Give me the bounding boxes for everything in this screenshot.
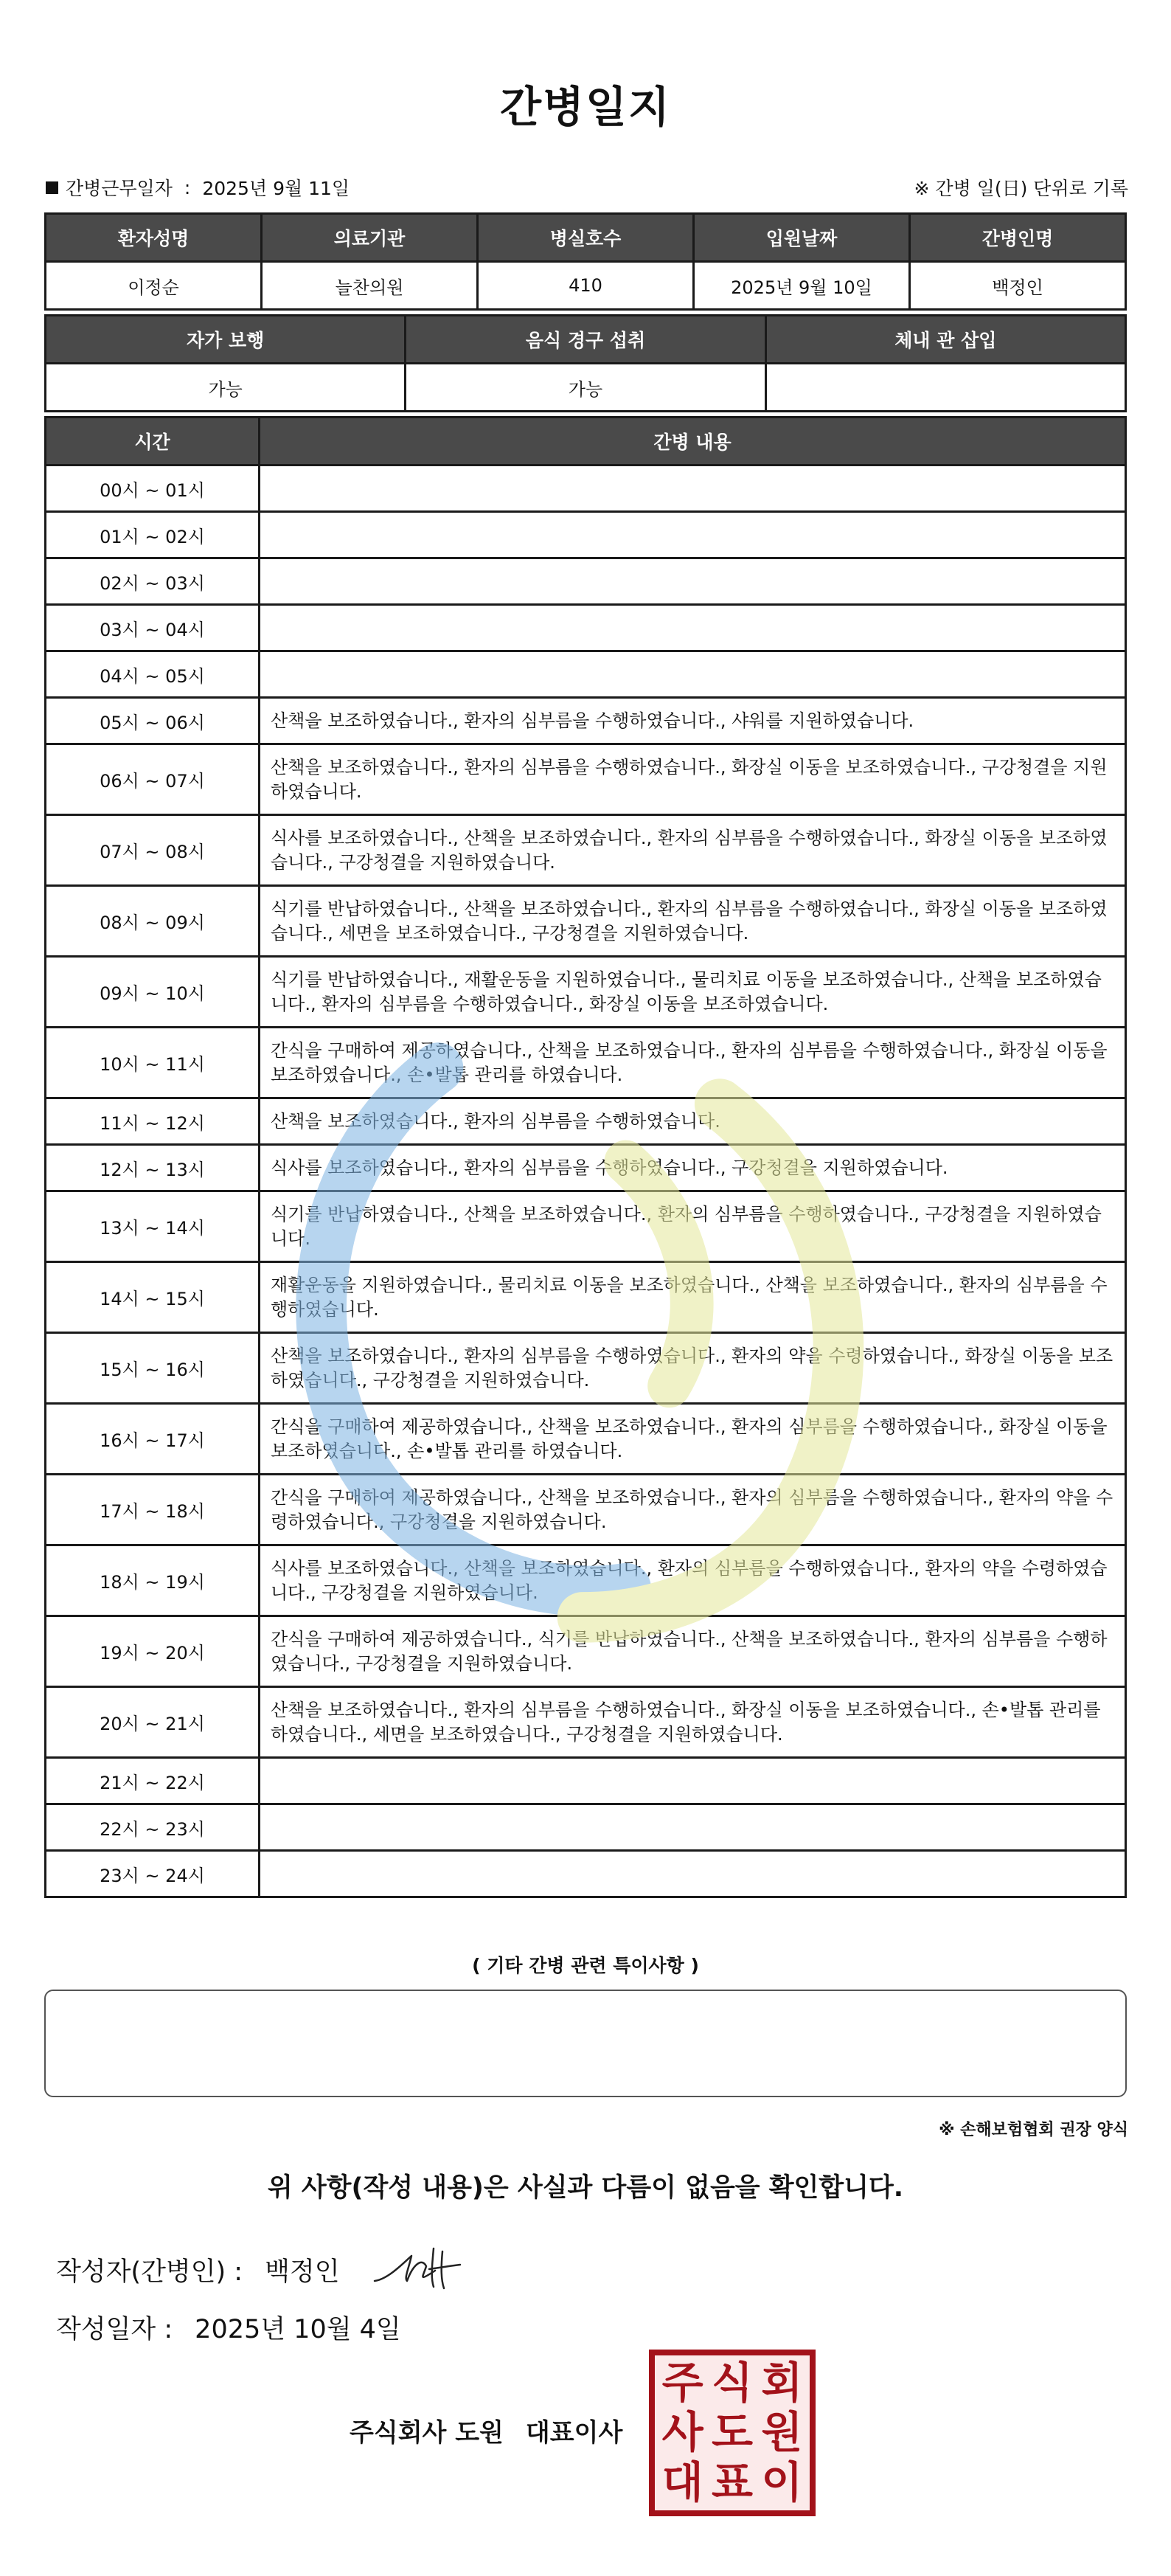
header-admission-date: 입원날짜 <box>694 214 910 262</box>
special-notes-label: ( 기타 간병 관련 특이사항 ) <box>472 1955 699 1976</box>
written-date-line <box>56 2309 401 2346</box>
signature-image <box>369 2235 472 2294</box>
log-content <box>260 1851 1126 1897</box>
log-row <box>46 465 1126 512</box>
log-content <box>260 558 1126 605</box>
log-content: 식사를 보조하였습니다., 산책을 보조하였습니다., 환자의 심부름을 수행하였습니다., 화장실 이동을 보조하였습니다., 구강청결을 지원하였습니다. <box>260 815 1126 886</box>
log-content: 식사를 보조하였습니다., 산책을 보조하였습니다., 환자의 심부름을 수행하였습니다., 환자의 약을 수령하였습니다., 구강청결을 지원하였습니다. <box>260 1545 1126 1616</box>
log-row <box>46 1851 1126 1897</box>
log-time: 12시 ~ 13시 <box>46 1145 260 1191</box>
log-row <box>46 1145 1126 1191</box>
log-row <box>46 1191 1126 1262</box>
work-date-line <box>46 174 350 201</box>
log-content <box>260 1804 1126 1851</box>
log-content: 식기를 반납하였습니다., 산책을 보조하였습니다., 환자의 심부름을 수행하였습니다., 구강청결을 지원하였습니다. <box>260 1191 1126 1262</box>
patient-info-table <box>44 212 1127 311</box>
page-title: 간병일지 <box>499 82 672 132</box>
log-time: 11시 ~ 12시 <box>46 1098 260 1145</box>
log-content: 식사를 보조하였습니다., 환자의 심부름을 수행하였습니다., 구강청결을 지원하였습니다. <box>260 1145 1126 1191</box>
log-content: 간식을 구매하여 제공하였습니다., 식기를 반납하였습니다., 산책을 보조하였습니다., 환자의 심부름을 수행하였습니다., 구강청결을 지원하였습니다. <box>260 1616 1126 1687</box>
seal-char: 도 <box>711 2407 753 2458</box>
log-row <box>46 558 1126 605</box>
seal-char: 주 <box>661 2358 703 2408</box>
log-row <box>46 1098 1126 1145</box>
company-line <box>350 2412 622 2448</box>
log-row <box>46 1028 1126 1098</box>
written-date-value: 2025년 10월 4일 <box>195 2315 401 2344</box>
hospital-name: 늘찬의원 <box>262 262 478 310</box>
writer-label: 작성자(간병인) : <box>56 2257 243 2287</box>
log-content: 식기를 반납하였습니다., 재활운동을 지원하였습니다., 물리치료 이동을 보조하였습니다., 산책을 보조하였습니다., 환자의 심부름을 수행하였습니다., 화장실 이동을 보조하였습니다. <box>260 957 1126 1028</box>
log-time: 06시 ~ 07시 <box>46 744 260 815</box>
log-content: 간식을 구매하여 제공하였습니다., 산책을 보조하였습니다., 환자의 심부름을 수행하였습니다., 환자의 약을 수령하였습니다., 구강청결을 지원하였습니다. <box>260 1475 1126 1545</box>
log-row <box>46 957 1126 1028</box>
log-time: 13시 ~ 14시 <box>46 1191 260 1262</box>
log-time: 08시 ~ 09시 <box>46 886 260 957</box>
header-room-number: 병실호수 <box>478 214 694 262</box>
writer-line <box>56 2251 340 2288</box>
log-content: 산책을 보조하였습니다., 환자의 심부름을 수행하였습니다., 샤워를 지원하였습니다. <box>260 698 1126 744</box>
log-content: 산책을 보조하였습니다., 환자의 심부름을 수행하였습니다., 화장실 이동을 보조하였습니다., 구강청결을 지원하였습니다. <box>260 744 1126 815</box>
oral-intake-value: 가능 <box>406 364 765 412</box>
work-date-separator: : <box>184 176 191 198</box>
log-row <box>46 744 1126 815</box>
log-row <box>46 1545 1126 1616</box>
log-row <box>46 1404 1126 1475</box>
header-time: 시간 <box>46 418 260 465</box>
log-time: 00시 ~ 01시 <box>46 465 260 512</box>
seal-char: 표 <box>711 2456 753 2507</box>
log-time: 14시 ~ 15시 <box>46 1262 260 1333</box>
log-time: 17시 ~ 18시 <box>46 1475 260 1545</box>
log-time: 18시 ~ 19시 <box>46 1545 260 1616</box>
log-time: 02시 ~ 03시 <box>46 558 260 605</box>
log-row <box>46 1758 1126 1804</box>
header-oral-intake: 음식 경구 섭취 <box>406 316 765 364</box>
log-time: 16시 ~ 17시 <box>46 1404 260 1475</box>
seal-char: 원 <box>761 2407 803 2458</box>
header-patient-name: 환자성명 <box>46 214 262 262</box>
seal-char: 식 <box>711 2358 753 2408</box>
log-time: 23시 ~ 24시 <box>46 1851 260 1897</box>
log-content: 산책을 보조하였습니다., 환자의 심부름을 수행하였습니다., 화장실 이동을 보조하였습니다., 손•발톱 관리를 하였습니다., 세면을 보조하였습니다., 구강청결을 지원하였습니다. <box>260 1687 1126 1758</box>
log-content: 산책을 보조하였습니다., 환자의 심부름을 수행하였습니다., 환자의 약을 수령하였습니다., 화장실 이동을 보조하였습니다., 구강청결을 지원하였습니다. <box>260 1333 1126 1404</box>
care-log-table <box>44 416 1127 1898</box>
log-time: 07시 ~ 08시 <box>46 815 260 886</box>
log-content: 간식을 구매하여 제공하였습니다., 산책을 보조하였습니다., 환자의 심부름을 수행하였습니다., 화장실 이동을 보조하였습니다., 손•발톱 관리를 하였습니다. <box>260 1028 1126 1098</box>
header-caregiver-name: 간병인명 <box>910 214 1126 262</box>
seal-char: 대 <box>661 2456 703 2507</box>
log-content <box>260 651 1126 698</box>
log-time: 21시 ~ 22시 <box>46 1758 260 1804</box>
admission-date: 2025년 9월 10일 <box>694 262 910 310</box>
log-row <box>46 1804 1126 1851</box>
log-row <box>46 1616 1126 1687</box>
header-care-content: 간병 내용 <box>260 418 1126 465</box>
log-content <box>260 1758 1126 1804</box>
log-row <box>46 886 1126 957</box>
seal-char: 회 <box>761 2358 803 2408</box>
care-log-body <box>46 465 1126 1897</box>
log-time: 19시 ~ 20시 <box>46 1616 260 1687</box>
room-number: 410 <box>478 262 694 310</box>
log-row <box>46 1333 1126 1404</box>
recommend-note: ※ 손해보험협회 권장 양식 <box>939 2121 1128 2139</box>
log-time: 03시 ~ 04시 <box>46 605 260 651</box>
log-row <box>46 698 1126 744</box>
log-row <box>46 605 1126 651</box>
header-self-walking: 자가 보행 <box>46 316 406 364</box>
unit-note: ※ 간병 일(日) 단위로 기록 <box>914 178 1128 199</box>
log-row <box>46 651 1126 698</box>
company-name: 주식회사 도원 <box>350 2418 504 2448</box>
seal-char: 이 <box>761 2456 803 2507</box>
header-tube-insertion: 체내 관 삽입 <box>765 316 1125 364</box>
log-time: 20시 ~ 21시 <box>46 1687 260 1758</box>
company-representative: 대표이사 <box>525 2418 623 2448</box>
self-walking-value: 가능 <box>46 364 406 412</box>
log-time: 05시 ~ 06시 <box>46 698 260 744</box>
confirm-statement: 위 사항(작성 내용)은 사실과 다름이 없음을 확인합니다. <box>267 2173 904 2203</box>
log-time: 22시 ~ 23시 <box>46 1804 260 1851</box>
tube-insertion-value <box>765 364 1125 412</box>
log-row <box>46 512 1126 558</box>
log-row <box>46 1687 1126 1758</box>
log-time: 04시 ~ 05시 <box>46 651 260 698</box>
log-row <box>46 815 1126 886</box>
special-notes-box <box>44 1990 1127 2097</box>
log-content: 식기를 반납하였습니다., 산책을 보조하였습니다., 환자의 심부름을 수행하였습니다., 화장실 이동을 보조하였습니다., 세면을 보조하였습니다., 구강청결을 지원하였습니다. <box>260 886 1126 957</box>
log-content <box>260 605 1126 651</box>
log-time: 10시 ~ 11시 <box>46 1028 260 1098</box>
bullet-square-icon <box>46 181 58 194</box>
seal-characters <box>658 2358 807 2507</box>
written-date-label: 작성일자 : <box>56 2315 173 2344</box>
log-content: 재활운동을 지원하였습니다., 물리치료 이동을 보조하였습니다., 산책을 보조하였습니다., 환자의 심부름을 수행하였습니다. <box>260 1262 1126 1333</box>
log-time: 09시 ~ 10시 <box>46 957 260 1028</box>
company-seal-stamp <box>649 2350 816 2516</box>
log-time: 01시 ~ 02시 <box>46 512 260 558</box>
patient-name: 이정순 <box>46 262 262 310</box>
patient-status-table <box>44 314 1127 412</box>
log-row <box>46 1475 1126 1545</box>
caregiver-name: 백정인 <box>910 262 1126 310</box>
seal-char: 사 <box>661 2407 703 2458</box>
header-hospital: 의료기관 <box>262 214 478 262</box>
log-row <box>46 1262 1126 1333</box>
log-content: 산책을 보조하였습니다., 환자의 심부름을 수행하였습니다. <box>260 1098 1126 1145</box>
log-time: 15시 ~ 16시 <box>46 1333 260 1404</box>
work-date-label: 간병근무일자 <box>66 178 173 199</box>
work-date-value: 2025년 9월 11일 <box>202 178 350 199</box>
writer-name: 백정인 <box>265 2257 340 2287</box>
log-content <box>260 465 1126 512</box>
log-content: 간식을 구매하여 제공하였습니다., 산책을 보조하였습니다., 환자의 심부름을 수행하였습니다., 화장실 이동을 보조하였습니다., 손•발톱 관리를 하였습니다. <box>260 1404 1126 1475</box>
log-content <box>260 512 1126 558</box>
